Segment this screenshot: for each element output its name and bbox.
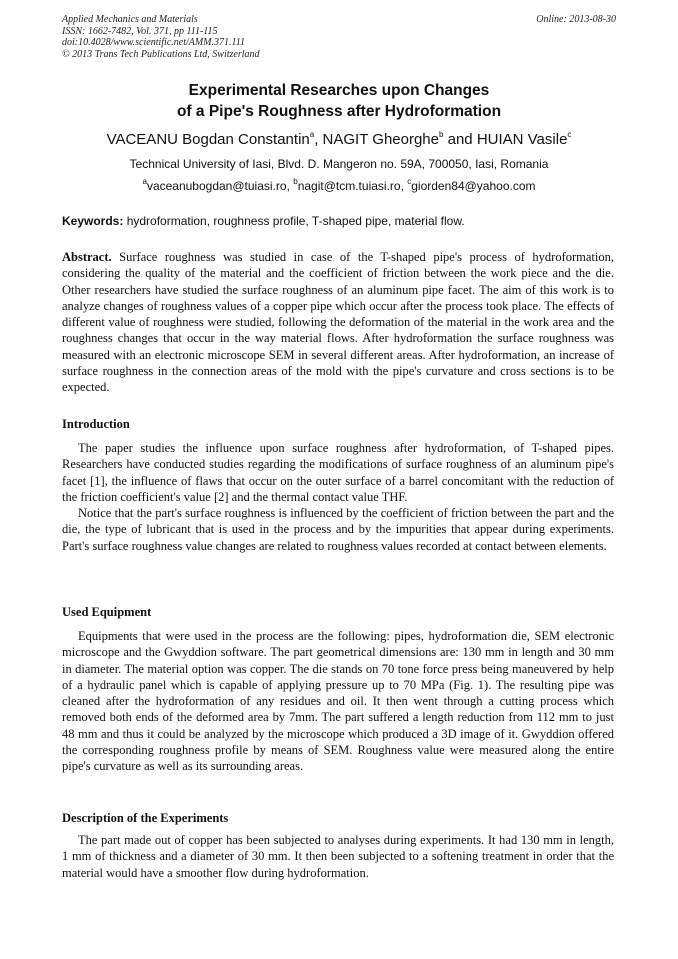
journal-name: Applied Mechanics and Materials <box>62 14 198 25</box>
email-mark: c <box>407 177 412 186</box>
author-separator: , <box>314 131 323 148</box>
section-body-used-equipment <box>62 628 614 775</box>
section-heading-description: Description of the Experiments <box>62 811 229 825</box>
author-mark: a <box>309 130 315 139</box>
email-separator: , <box>400 179 408 193</box>
section-body-introduction <box>62 440 614 554</box>
abstract-text: Surface roughness was studied in case of the T-shaped pipe's process of hydroformation, considering the quality of the material and the coefficient of friction between the work piece and the die. Other researchers have studied the surface roughness of an aluminum pipe facet. The aim of this work is to analyze changes of roughness values of a copper pipe which occur after the process took place. The effects of different value of roughness were studied, following the deformation of the material in the work area and the roughness changes that occur in the way material flows. After hydroformation the surface roughness was measured with an electronic microscope SEM in several different areas. After hydroformation, an increase of surface roughness in the connection areas of the mold with the pipe's curvature and cross sections is to be expected. <box>62 250 614 395</box>
email-separator: , <box>286 179 294 193</box>
keywords-text: hydroformation, roughness profile, T-shaped pipe, material flow. <box>123 214 465 228</box>
email-address: giorden84@yahoo.com <box>411 179 536 193</box>
copyright-line: © 2013 Trans Tech Publications Ltd, Switzerland <box>62 48 260 60</box>
author-mark: b <box>439 130 444 139</box>
keywords-label: Keywords: <box>62 214 124 228</box>
author-name: VACEANU Bogdan Constantin <box>106 131 310 148</box>
paragraph: The part made out of copper has been subjected to analyses during experiments. It had 130 mm in length, 1 mm of thickness and a diameter of 30 mm. It then been subjected to a softening treatment in order that the material would have a smoother flow during hydroformation. <box>62 833 614 880</box>
email-list <box>62 178 616 194</box>
paragraph: Notice that the part's surface roughness is influenced by the coefficient of friction between the part and the die, the type of lubricant that is used in the process and by the impurities that appear during experiments. Part's surface roughness value changes are related to roughness values recorded at contact between elements. <box>62 506 614 553</box>
section-heading-used-equipment: Used Equipment <box>62 605 152 619</box>
title-line-1: Experimental Researches upon Changes <box>188 82 490 99</box>
online-date: Online: 2013-08-30 <box>536 14 616 25</box>
keywords <box>62 213 616 229</box>
abstract <box>62 249 614 396</box>
doi-line: doi:10.4028/www.scientific.net/AMM.371.111 <box>62 37 246 48</box>
email-address: nagit@tcm.tuiasi.ro <box>297 179 401 193</box>
paragraph: The paper studies the influence upon surface roughness after hydroformation, of T-shaped pipes. Researchers have conducted studies regarding the modifications of surface roughness of an aluminum pipe's facet [1], the influence of flaws that occur on the outer surface of a barrel concomitant with the reduction of the friction coefficient's value [2] and the thermal contact value THF. <box>62 441 614 504</box>
email-address: vaceanubogdan@tuiasi.ro <box>146 179 287 193</box>
paragraph: Equipments that were used in the process are the following: pipes, hydroformation die, SEM electronic microscope and the Gwyddion software. The part geometrical dimensions are: 130 mm in length and 30 mm in diameter. The material option was copper. The die stands on 70 tone force press being maneuvered by help of a hydraulic panel which is capable of applying pressure up to 70 MPa (Fig. 1). The resulting pipe was cleaned after the hydroformation of any residues and oil. It then went through a cutting process which removed both ends of the deformed area by 7mm. The part suffered a length reduction from 112 mm to just 48 mm and thus it could be analyzed by the microscope which produced a 3D image of it. Gwyddion offered the corresponding roughness profile by means of SEM. Roughness value were measured along the entire pipe's curvature as well as its surrounding areas. <box>62 629 614 774</box>
author-separator: and <box>443 131 477 148</box>
author-mark: c <box>567 130 572 139</box>
section-heading-introduction: Introduction <box>62 417 130 431</box>
paper-title <box>62 80 616 122</box>
email-mark: b <box>293 177 298 186</box>
abstract-label: Abstract. <box>62 250 112 264</box>
author-name: NAGIT Gheorghe <box>322 131 439 148</box>
affiliation: Technical University of Iasi, Blvd. D. Mangeron no. 59A, 700050, Iasi, Romania <box>129 157 549 171</box>
publication-header <box>62 14 616 60</box>
title-line-2: of a Pipe's Roughness after Hydroformation <box>176 103 502 120</box>
section-body-description <box>62 832 614 881</box>
email-mark: a <box>142 177 147 186</box>
author-name: HUIAN Vasile <box>476 131 568 148</box>
issn-line: ISSN: 1662-7482, Vol. 371, pp 111-115 <box>62 25 218 37</box>
author-list <box>62 130 616 150</box>
